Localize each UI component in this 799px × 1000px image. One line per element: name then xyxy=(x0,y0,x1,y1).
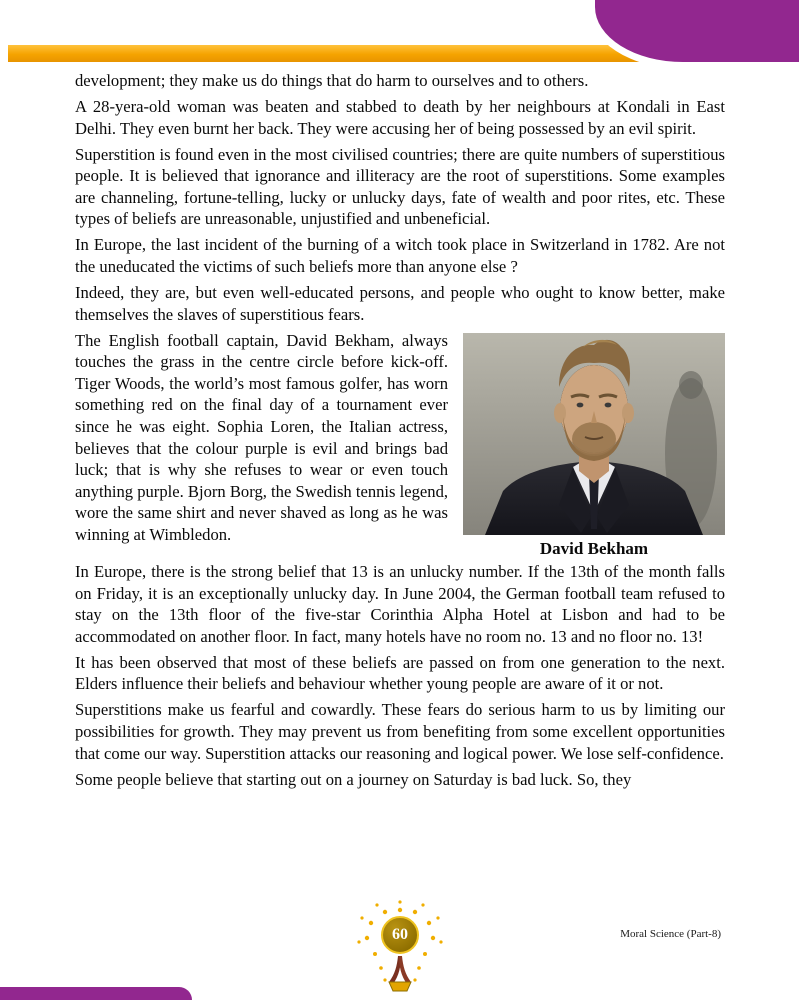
page-number: 60 xyxy=(381,916,419,954)
beckham-portrait-image xyxy=(463,333,725,535)
book-title-footer: Moral Science (Part-8) xyxy=(620,928,721,940)
page-number-badge xyxy=(355,898,445,992)
paragraph: The English football captain, David Bekham, always touches the grass in the centre circle before kick-off. Tiger Woods, the world’s most famous golfer, has worn something red on the final day of a tournament ever since he was eight. Sophia Loren, the Italian actress, believes that the colour purple is evil and brings bad luck; that is why she refuses to wear or even touch anything purple. Bjorn Borg, the Swedish tennis legend, wore the same shirt and never shaved as long as he was winning at Wimbledon. xyxy=(75,330,449,544)
page-body xyxy=(75,70,725,795)
photo-caption: David Bekham xyxy=(539,538,649,558)
beckham-figure xyxy=(463,333,725,559)
paragraph: Some people believe that starting out on a journey on Saturday is bad luck. So, they xyxy=(75,769,632,789)
paragraph: development; they make us do things that do harm to ourselves and to others. xyxy=(75,71,589,90)
paragraph: In Europe, there is the strong belief that 13 is an unlucky number. If the 13th of the month falls on Friday, it is an exceptionally unlucky day. In June 2004, the German football team refused to stay on the 13th floor of the five-star Corinthia Alpha Hotel at Lisbon and had to be accommodated on another floor. In fact, many hotels have no room no. 13 and no floor no. 13! xyxy=(75,562,725,646)
paragraph: It has been observed that most of these beliefs are passed on from one generation to the next. Elders influence their beliefs and behaviour whether young people are aware of it or not. xyxy=(75,652,725,694)
paragraph: In Europe, the last incident of the burning of a witch took place in Switzerland in 1782. Are not the uneducated the victims of such beliefs more than anyone else ? xyxy=(75,235,725,276)
paragraph: Superstition is found even in the most civilised countries; there are quite numbers of superstitious people. It is believed that ignorance and illiteracy are the root of superstitions. Some examples are channeling, fortune-telling, lucky or unlucky days, fate of wealth and poor rites, etc. These types of beliefs are unreasonable, unjustified and unbeneficial. xyxy=(75,144,725,229)
paragraph: A 28-yera-old woman was beaten and stabbed to death by her neighbours at Kondali in East Delhi. They even burnt her back. They were accusing her of being possessed by an evil spirit. xyxy=(75,97,725,138)
paragraph: Indeed, they are, but even well-educated persons, and people who ought to know better, make themselves the slaves of superstitious fears. xyxy=(75,283,725,324)
paragraph: Superstitions make us fearful and cowardly. These fears do serious harm to us by limiting our possibilities for growth. They may prevent us from benefiting from some excellent opportunities that come our way. Superstition attacks our reasoning and logical power. We lose self-confidence. xyxy=(75,700,725,763)
footer-purple-strip xyxy=(0,987,192,1000)
